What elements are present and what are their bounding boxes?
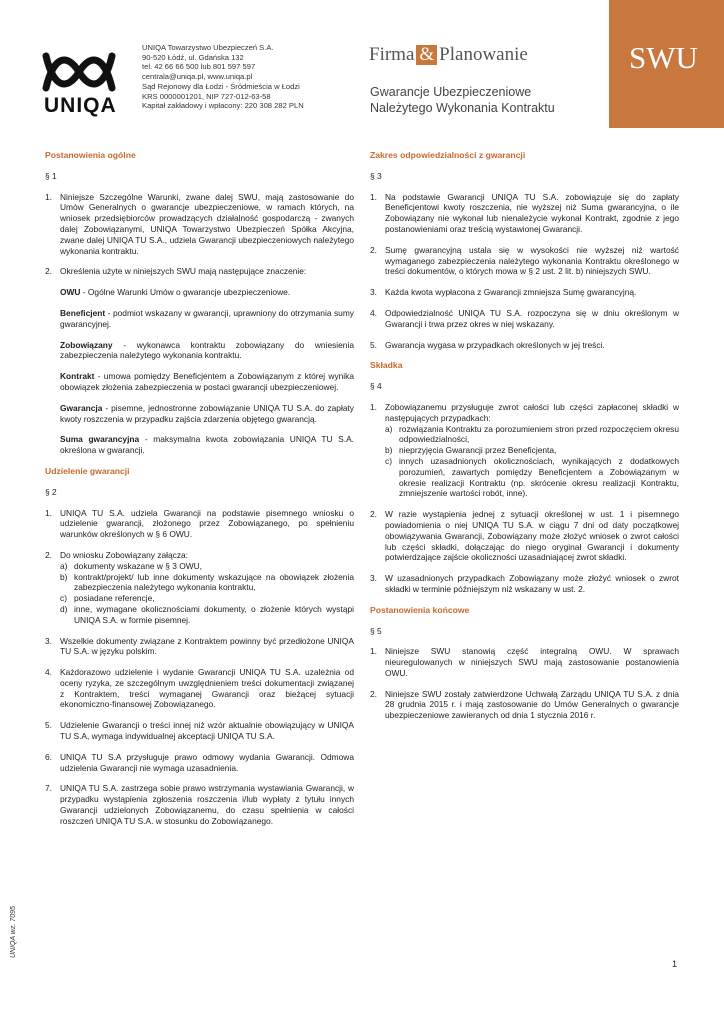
section-heading: Składka bbox=[370, 360, 403, 371]
list-item: 2. Określenia użyte w niniejszych SWU mają następujące znaczenie: bbox=[45, 266, 307, 277]
document-title-line: Gwarancje Ubezpieczeniowe bbox=[370, 85, 532, 99]
list-item: 1. Niniejsze SWU stanowią część integralną OWU. W sprawach nieuregulowanych w niniejszych SWU mają zastosowanie postanowienia OWU. bbox=[370, 646, 679, 678]
list-item: 3. Każda kwota wypłacona z Gwarancji zmniejsza Sumę gwarancyjną. bbox=[370, 287, 637, 298]
section-heading: Postanowienia ogólne bbox=[45, 150, 136, 160]
company-line: KRS 0000001201, NIP 727-012-63-58 bbox=[142, 91, 271, 101]
sub-item: b) nieprzyjęcia Gwarancji przez Beneficjenta, bbox=[385, 445, 557, 456]
definition-list bbox=[45, 287, 354, 456]
list-item: 4. Odpowiedzialność UNIQA TU S.A. rozpoczyna się w dniu określonym w Gwarancji i trwa przez okres w niej wskazany. bbox=[370, 307, 679, 329]
swu-badge-text: SWU bbox=[629, 40, 698, 75]
company-info bbox=[142, 43, 342, 111]
page-number: 1 bbox=[672, 959, 678, 969]
section-heading: Postanowienia końcowe bbox=[370, 604, 470, 615]
paragraph-mark: § 2 bbox=[45, 486, 57, 497]
list-item: 1. UNIQA TU S.A. udziela Gwarancji na podstawie pisemnego wniosku o udzielenie gwarancji, złożonego przez Zobowiązanego, po spełnieniu warunków określonych w § 6 OWU. bbox=[45, 507, 354, 540]
definition: Beneficjent - podmiot wskazany w gwarancji, uprawniony do otrzymania sumy gwarancyjnej. bbox=[60, 307, 354, 329]
list-item: 7. UNIQA TU S.A. zastrzega sobie prawo wstrzymania wystawiania Gwarancji, w przypadku wystąpienia zgłoszenia roszczenia i/lub wypłaty z tytułu innych Gwarancji udzielonych Zobowiązanemu, do czasu spełnienia w całości roszczeń UNIQA TU S.A. w stosunku do Zobowiązanego. bbox=[45, 783, 354, 826]
definition: OWU - Ogólne Warunki Umów o gwarancje ubezpieczeniowe. bbox=[60, 287, 291, 298]
brand-left: Firma bbox=[369, 44, 415, 65]
list-item: 5. Udzielenie Gwarancji o treści innej niż wzór aktualnie obowiązujący w UNIQA TU S.A, wymaga indywidualnej akceptacji UNIQA TU S.A. bbox=[45, 720, 354, 742]
brand-wordmark bbox=[369, 44, 528, 66]
list-item: 2. W razie wystąpienia jednej z sytuacji określonej w ust. 1 i pisemnego powiadomienia o niej UNIQA TU S.A. w ciągu 7 dni od daty początkowej obowiązywania Gwarancji, Zobowiązany może złożyć wniosek o zwrot całości lub części składki, dołączając do niego oryginał Gwarancji i dokumenty potwierdzające zajście okoliczności uzasadniającej zwrot składki. bbox=[370, 509, 679, 563]
list-item: 3. Wszelkie dokumenty związane z Kontraktem powinny być przedłożone UNIQA TU S.A. w języku polskim. bbox=[45, 635, 354, 657]
definition: Zobowiązany - wykonawca kontraktu zobowiązany do wniesienia zabezpieczenia należytego wykonania kontraktu. bbox=[60, 339, 354, 361]
uniqa-logo-icon bbox=[38, 50, 120, 92]
paragraph-mark: § 5 bbox=[370, 625, 382, 636]
definition: Kontrakt - umowa pomiędzy Beneficjentem a Zobowiązanym z której wynika obowiązek złożenia zabezpieczenia w postaci gwarancji ubezpieczeniowej. bbox=[60, 371, 354, 392]
section-heading: Udzielenie gwarancji bbox=[45, 465, 130, 476]
sub-item: c) innych uzasadnionych okolicznościach, wynikających z dodatkowych porozumień, zawartych pomiędzy Beneficjentem a Zobowiązanym w okresie realizacji Kontraktu (np. skrócenie okresu realizacji Kontraktu, zmniejszenie wartości robót, inne). bbox=[385, 455, 679, 499]
paragraph-mark: § 1 bbox=[45, 170, 57, 181]
paragraph-mark: § 3 bbox=[370, 170, 382, 181]
list-item: 1. Niniejsze Szczególne Warunki, zwane dalej SWU, mają zastosowanie do Umów Generalnych o gwarancje ubezpieczeniowe, w ramach których, na wniosek przedsiębiorców prowadzących działalność gospodarczą - zwanych dalej Zobowiązanymi, UNIQA Towarzystwo Ubezpieczeń Spółka Akcyjna, zwane dalej UNIQA TU S.A., udziela Gwarancji ubezpieczeniowych należytego wykonania kontraktu. bbox=[45, 191, 354, 256]
list-item: 2. Do wniosku Zobowiązany załącza: a) dokumenty wskazane w § 3 OWU, b) kontrakt/projekt/ lub inne dokumenty wskazujące na obowiązek złożenia zabezpieczenia należytego wykonania kontraktu, c) posiadane referencje, d) inne, wymagane okolicznościami dokumenty, o złożenie których wystąpi UNIQA S.A. w formie pisemnej. bbox=[45, 549, 354, 625]
company-line: Kapitał zakładowy i wpłacony: 220 308 282 PLN bbox=[142, 101, 304, 111]
list-item: 6. UNIQA TU S.A przysługuje prawo odmowy wydania Gwarancji. Odmowa udzielenia Gwarancji nie wymaga uzasadnienia. bbox=[45, 751, 354, 773]
company-line: UNIQA Towarzystwo Ubezpieczeń S.A. bbox=[142, 43, 274, 52]
list-item: 3. W uzasadnionych przypadkach Zobowiązany może złożyć wniosek o zwrot składki w terminie późniejszym niż wskazany w ust. 2. bbox=[370, 573, 679, 594]
form-code: UNIQA wz. 7095 bbox=[10, 906, 17, 958]
list-item: 1. Zobowiązanemu przysługuje zwrot całości lub części zapłaconej składki w następujących przypadkach: a) rozwiązania Kontraktu za porozumieniem stron przed rozpoczęciem okresu odpowiedzialności, b) nieprzyjęcia Gwarancji przez Beneficjenta, c) innych uzasadnionych okolicznościach, wynikających z dodatkowych porozumień, zawartych pomiędzy Beneficjentem a Zobowiązanym w okresie realizacji Kontraktu (np. skrócenie okresu realizacji Kontraktu, zmniejszenie wartości robót, inne). bbox=[370, 401, 679, 499]
sub-item: a) dokumenty wskazane w § 3 OWU, bbox=[60, 560, 203, 571]
brand-ampersand: & bbox=[416, 45, 437, 65]
left-column bbox=[45, 150, 354, 827]
brand-right: Planowanie bbox=[439, 44, 528, 65]
list-item: 4. Każdorazowo udzielenie i wydanie Gwarancji UNIQA TU S.A. uzależnia od oceny ryzyka, ze szczególnym uwzględnieniem treści dokumentacji związanej z Kontraktem, treści wymaganej Gwarancji oraz bieżącej sytuacji ekonomiczno-finansowej Zobowiązanego. bbox=[45, 667, 354, 710]
uniqa-logo-text: UNIQA bbox=[44, 94, 117, 117]
definition: Gwarancja - pisemne, jednostronne zobowiązanie UNIQA TU S.A. do zapłaty kwoty roszczenia w przypadku zajścia zdarzenia objętego gwarancją. bbox=[60, 402, 354, 424]
section-heading: Zakres odpowiedzialności z gwarancji bbox=[370, 150, 526, 160]
company-line: 90-520 Łódź, ul. Gdańska 132 bbox=[142, 52, 244, 62]
right-column bbox=[370, 150, 679, 721]
paragraph-mark: § 4 bbox=[370, 381, 382, 392]
sub-item: d) inne, wymagane okolicznościami dokumenty, o złożenie których wystąpi UNIQA S.A. w formie pisemnej. bbox=[60, 603, 354, 625]
company-line: tel. 42 66 66 500 lub 801 597 597 bbox=[142, 62, 256, 72]
swu-badge bbox=[609, 0, 724, 128]
list-item: 2. Sumę gwarancyjną ustala się w wysokości nie wyższej niż wartość wymaganego zabezpieczenia należytego wykonania Kontraktu określonego w treści dokumentów, o których mowa w § 2 ust. 2 lit. b) niniejszych SWU. bbox=[370, 244, 679, 277]
sub-item: a) rozwiązania Kontraktu za porozumieniem stron przed rozpoczęciem okresu odpowiedzialności, bbox=[385, 423, 679, 445]
document-title bbox=[370, 84, 555, 116]
company-line: centrala@uniqa.pl, www.uniqa.pl bbox=[142, 72, 253, 82]
sub-item: c) posiadane referencje, bbox=[60, 593, 155, 604]
list-item: 5. Gwarancja wygasa w przypadkach określonych w jej treści. bbox=[370, 339, 605, 350]
document-title-line: Należytego Wykonania Kontraktu bbox=[370, 101, 555, 115]
list-item: 1. Na podstawie Gwarancji UNIQA TU S.A. zobowiązuje się do zapłaty Beneficjentowi kwoty roszczenia, nie wyższej niż Suma gwarancyjna, o ile Zobowiązany nie wykonał lub nienależycie wykonał Kontrakt, zgodnie z jego postanowieniami oraz treścią wystawionej Gwarancji. bbox=[370, 191, 679, 234]
list-item: 2. Niniejsze SWU zostały zatwierdzone Uchwałą Zarządu UNIQA TU S.A. z dnia 28 grudnia 2015 r. i mają zastosowanie do Umów Generalnych o gwarancje ubezpieczeniowe zawieranych od dnia 1 stycznia 2016 r. bbox=[370, 688, 679, 721]
sub-item: b) kontrakt/projekt/ lub inne dokumenty wskazujące na obowiązek złożenia zabezpieczenia należytego wykonania kontraktu, bbox=[60, 571, 354, 593]
company-line: Sąd Rejonowy dla Łodzi - Śródmieścia w Łodzi bbox=[142, 81, 300, 91]
definition: Suma gwarancyjna - maksymalna kwota zobowiązania UNIQA TU S.A. określona w gwarancji. bbox=[60, 434, 354, 456]
